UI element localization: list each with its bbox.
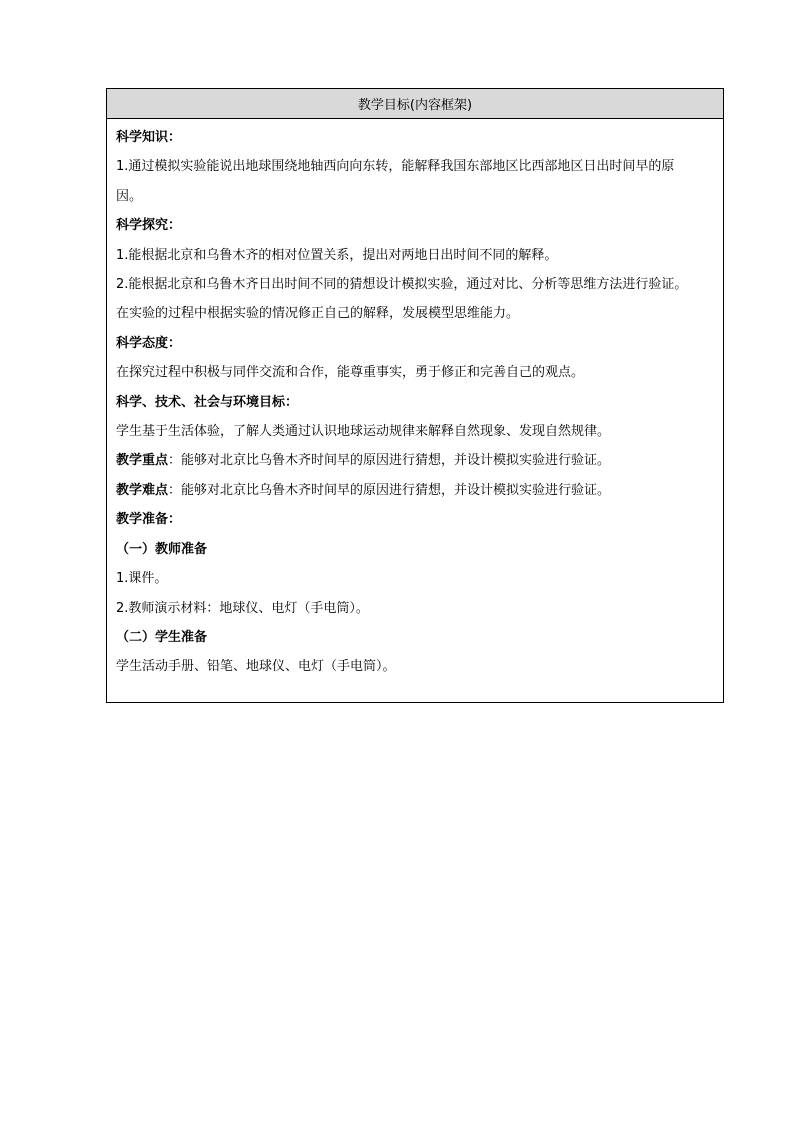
inquiry-item-2-line-1: 2.能根据北京和乌鲁木齐日出时间不同的猜想设计模拟实验，通过对比、分析等思维方法进行验证。: [116, 277, 688, 293]
attitude-text: 在探究过程中积极与同伴交流和合作，能尊重事实，勇于修正和完善自己的观点。: [116, 365, 585, 381]
difficult-point-text: ：能够对北京比乌鲁木齐时间早的原因进行猜想，并设计模拟实验进行验证。: [168, 482, 611, 498]
knowledge-heading: 科学知识：: [116, 130, 182, 145]
teacher-preparation-item-1: 1.课件。: [116, 571, 168, 587]
key-point-label: 教学重点: [116, 453, 169, 469]
inquiry-item-2-line-2: 在实验的过程中根据实验的情况修正自己的解释，发展模型思维能力。: [116, 306, 520, 322]
sts-heading: 科学、技术、社会与环境目标：: [116, 394, 299, 410]
preparation-heading: 教学准备：: [116, 512, 182, 528]
teacher-preparation-heading: （一）教师准备: [116, 541, 208, 557]
table-header-title: 教学目标(内容框架): [357, 98, 473, 113]
knowledge-item-1-line-1: 1.通过模拟实验能说出地球围绕地轴西向向东转，能解释我国东部地区比西部地区日出时间早的原: [116, 159, 675, 175]
table-header: [107, 89, 723, 119]
student-preparation-heading: （二）学生准备: [116, 629, 208, 645]
attitude-heading: 科学态度：: [116, 335, 182, 351]
lesson-objectives-table: [106, 88, 724, 703]
key-point: [116, 446, 717, 475]
inquiry-heading: 科学探究：: [116, 218, 182, 234]
teacher-preparation-item-2: 2.教师演示材料：地球仪、电灯（手电筒）。: [116, 600, 369, 616]
key-point-text: ：能够对北京比乌鲁木齐时间早的原因进行猜想，并设计模拟实验进行验证。: [168, 453, 611, 469]
inquiry-item-1: 1.能根据北京和乌鲁木齐的相对位置关系，提出对两地日出时间不同的解释。: [116, 247, 558, 263]
sts-text: 学生基于生活体验，了解人类通过认识地球运动规律来解释自然现象、发现自然规律。: [116, 424, 611, 440]
difficult-point: [116, 476, 717, 505]
knowledge-item-1-line-2: 因。: [116, 188, 143, 204]
difficult-point-label: 教学难点: [116, 482, 169, 498]
table-body: [107, 119, 723, 682]
student-preparation-text: 学生活动手册、铅笔、地球仪、电灯（手电筒）。: [116, 659, 396, 675]
